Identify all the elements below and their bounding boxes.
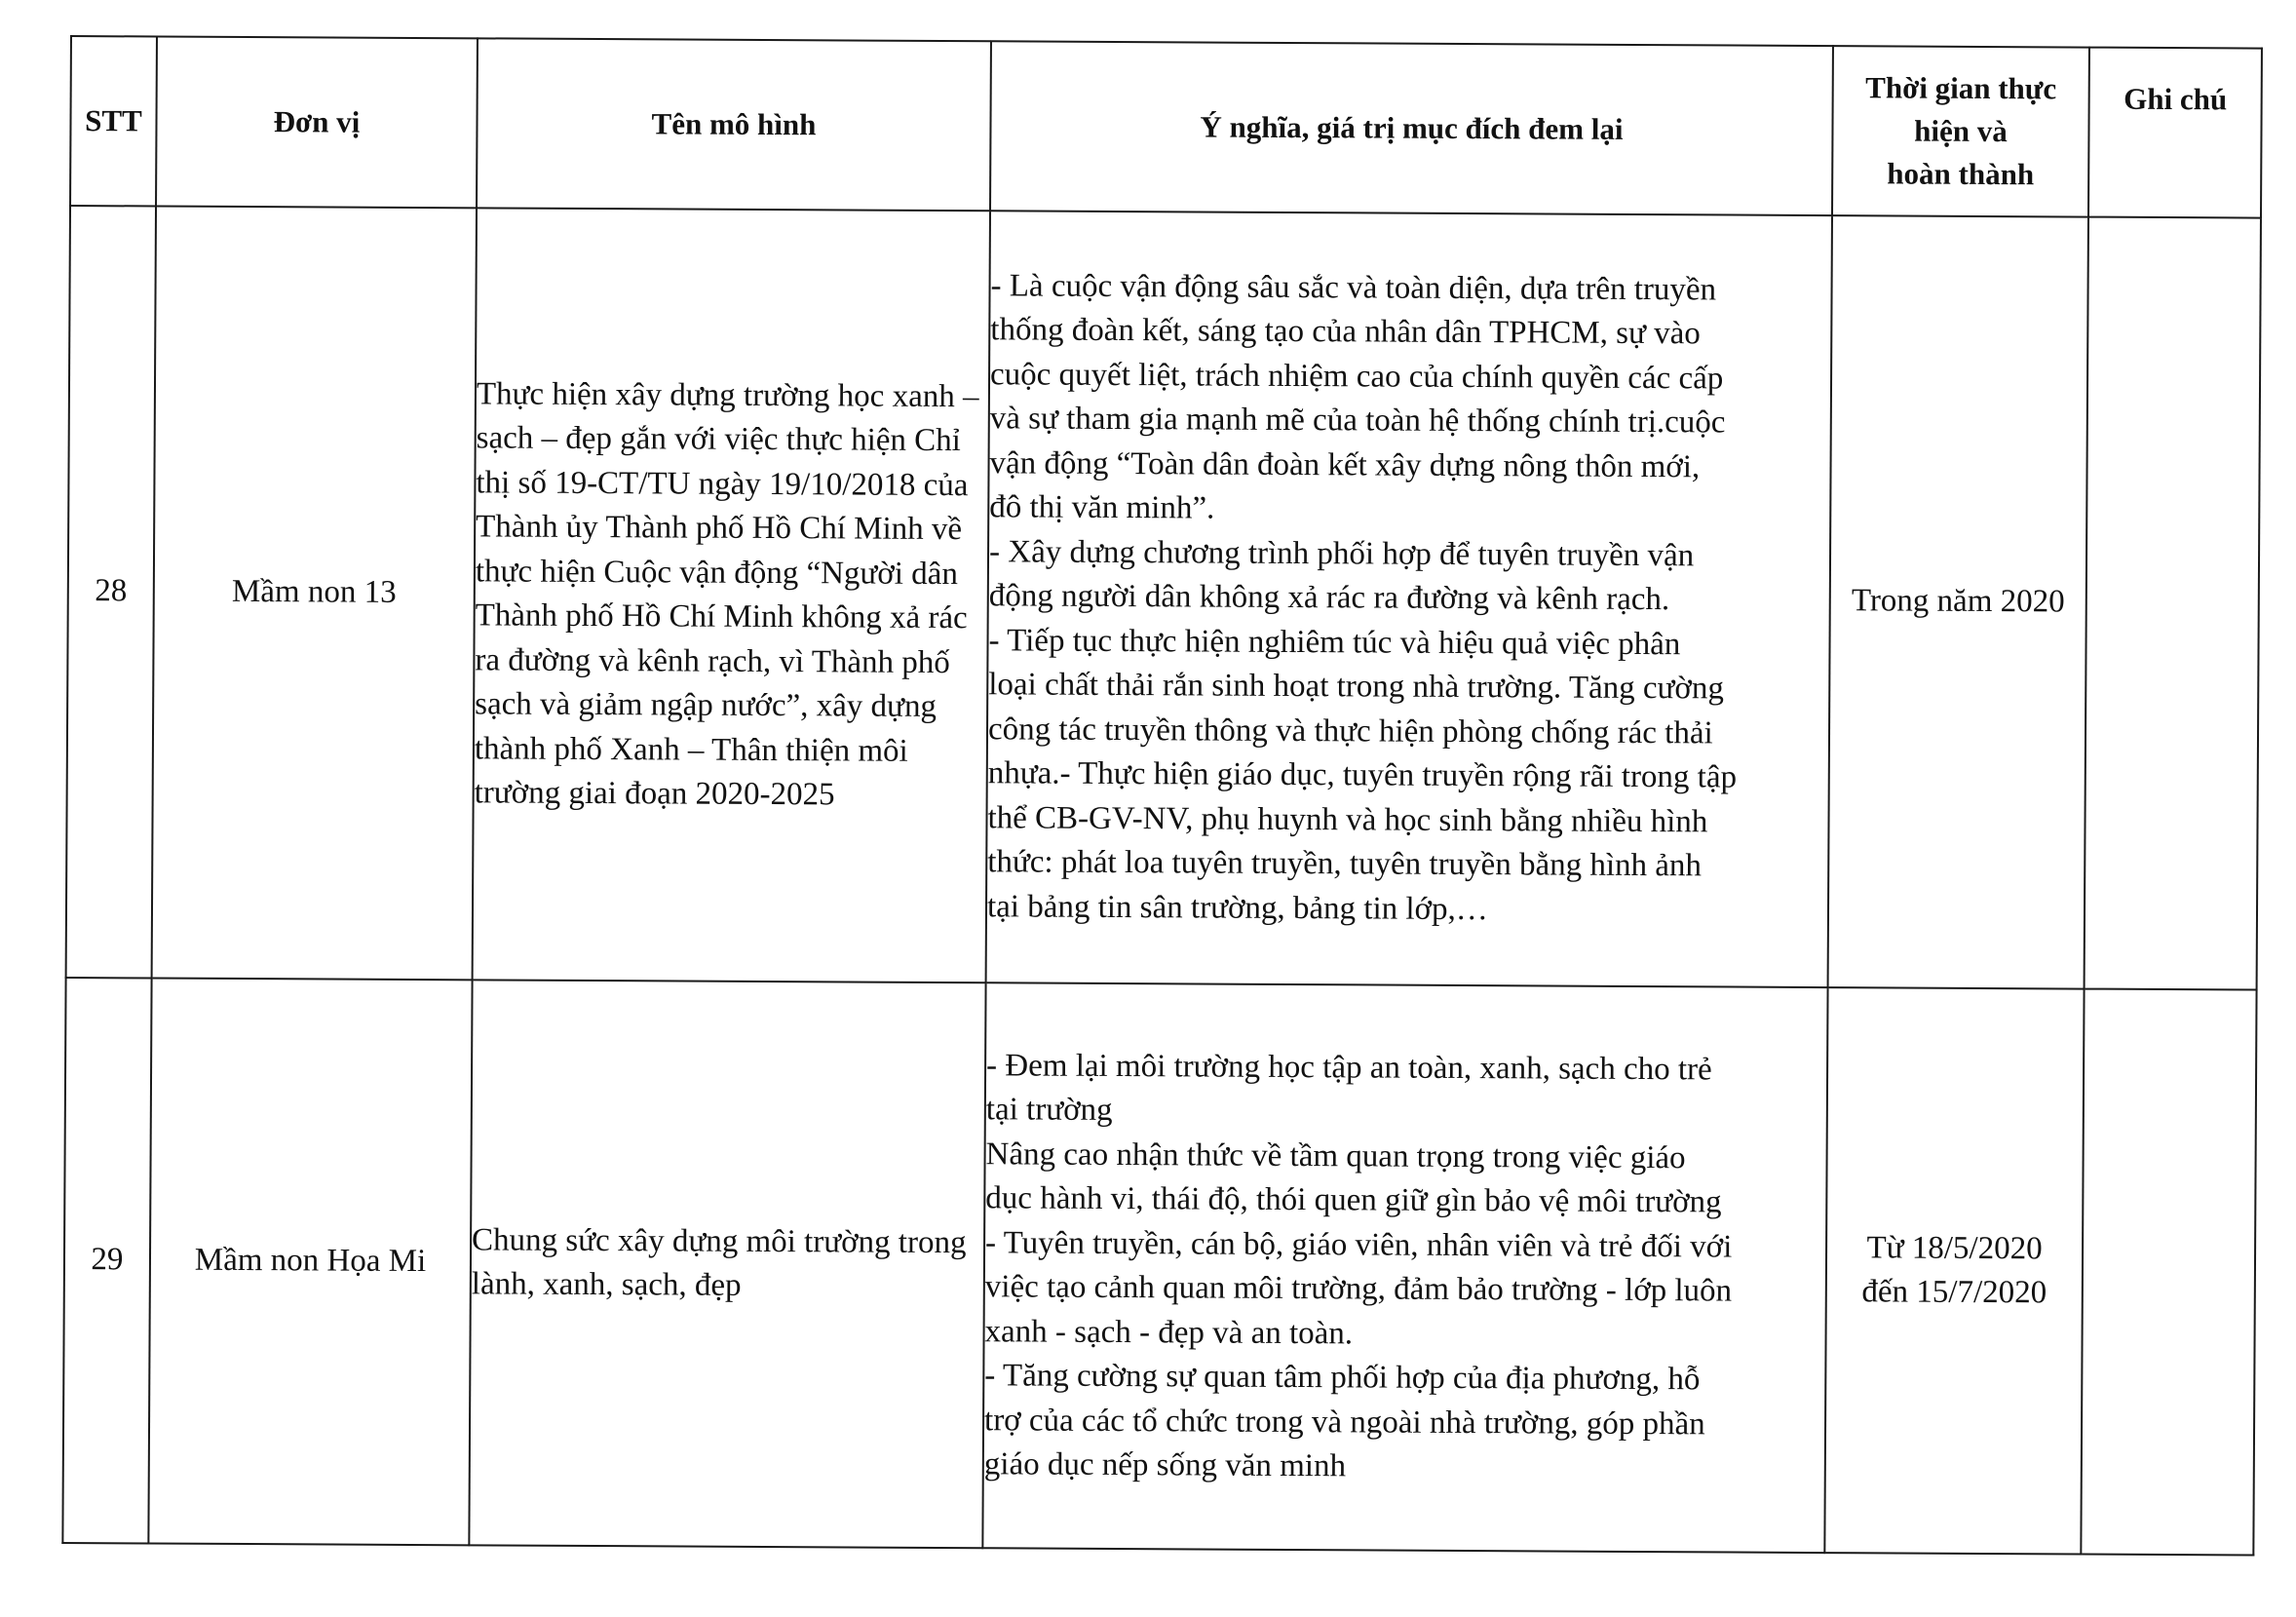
meaning-line: trợ của các tổ chức trong và ngoài nhà trường, góp phần [983, 1402, 1705, 1442]
cell-stt: 29 [62, 978, 151, 1543]
table-header-row [70, 36, 2262, 218]
meaning-line: - Đem lại môi trường học tập an toàn, xanh, sạch cho trẻ [986, 1047, 1712, 1087]
meaning-line: thống đoàn kết, sáng tạo của nhân dân TPHCM, sự vào [990, 312, 1701, 352]
header-thoi-gian-line: hoàn thành [1887, 156, 2035, 192]
cell-ghi-chu [2085, 217, 2261, 990]
meaning-line: dục hành vi, thái độ, thói quen giữ gìn bảo vệ môi trường [985, 1180, 1722, 1220]
models-table [61, 35, 2263, 1557]
meaning-line: tại bảng tin sân trường, bảng tin lớp,… [986, 889, 1488, 927]
header-ghi-chu: Ghi chú [2088, 48, 2262, 218]
cell-thoi-gian [1824, 987, 2084, 1554]
cell-ghi-chu [2081, 989, 2256, 1556]
table-row [62, 978, 2256, 1556]
meaning-line: - Tiếp tục thực hiện nghiêm túc và hiệu quả việc phân [988, 623, 1681, 662]
meaning-line: và sự tham gia mạnh mẽ của toàn hệ thống chính trị.cuộc [989, 401, 1726, 441]
time-line: đến 15/7/2020 [1861, 1274, 2047, 1311]
header-ten-mo-hinh: Tên mô hình [477, 38, 991, 211]
table-row [66, 206, 2261, 990]
cell-thoi-gian: Trong năm 2020 [1828, 215, 2088, 988]
meaning-line: nhựa.- Thực hiện giáo dục, tuyên truyền rộng rãi trong tập [987, 755, 1738, 795]
header-thoi-gian-line: hiện và [1914, 113, 2008, 149]
cell-y-nghia [982, 982, 1827, 1553]
meaning-line: cuộc quyết liệt, trách nhiệm cao của chính quyền các cấp [989, 357, 1724, 397]
meaning-line: đô thị văn minh”. [989, 489, 1215, 526]
header-thoi-gian [1832, 46, 2089, 216]
meaning-line: thức: phát loa tuyên truyền, tuyên truyền bằng hình ảnh [987, 844, 1703, 884]
meaning-line: - Xây dựng chương trình phối hợp để tuyên truyền vận [988, 534, 1695, 574]
meaning-line: công tác truyền thông và thực hiện phòng chống rác thải [987, 712, 1713, 751]
cell-y-nghia [986, 211, 1832, 987]
meaning-line: động người dân không xả rác ra đường và kênh rạch. [988, 578, 1670, 618]
meaning-line: việc tạo cảnh quan môi trường, đảm bảo trường - lớp luôn [984, 1269, 1733, 1309]
cell-don-vi: Mầm non Họa Mi [148, 978, 472, 1545]
meaning-line: - Tăng cường sự quan tâm phối hợp của địa phương, hỗ [984, 1358, 1701, 1398]
cell-don-vi: Mầm non 13 [152, 206, 477, 980]
header-y-nghia: Ý nghĩa, giá trị mục đích đem lại [990, 41, 1833, 215]
cell-stt: 28 [66, 206, 156, 978]
meaning-line: tại trường [985, 1092, 1113, 1128]
meaning-line: xanh - sạch - đẹp và an toàn. [984, 1313, 1354, 1351]
cell-ten-mo-hinh: Thực hiện xây dựng trường học xanh – sạch – đẹp gắn với việc thực hiện Chỉ thị số 19-CT/TU ngày 19/10/2018 của Thành ủy Thành phố Hồ Chí Minh về thực hiện Cuộc vận động “Người dân Thành phố Hồ Chí Minh không xả rác ra đường và kênh rạch, vì Thành phố sạch và giảm ngập nước”, xây dựng thành phố Xanh – Thân thiện môi trường giai đoạn 2020-2025 [473, 208, 990, 982]
meaning-line: - Là cuộc vận động sâu sắc và toàn diện, dựa trên truyền [990, 268, 1717, 308]
header-stt: STT [70, 36, 157, 206]
meaning-line: thể CB-GV-NV, phụ huynh và học sinh bằng nhiều hình [987, 800, 1708, 840]
header-don-vi: Đơn vị [156, 36, 478, 208]
meaning-line: Nâng cao nhận thức về tầm quan trọng trong việc giáo [985, 1136, 1686, 1175]
cell-ten-mo-hinh: Chung sức xây dựng môi trường trong lành, xanh, sạch, đẹp [469, 980, 985, 1548]
header-thoi-gian-line: Thời gian thực [1865, 70, 2057, 106]
meaning-line: vận động “Toàn dân đoàn kết xây dựng nông thôn mới, [989, 445, 1701, 485]
time-line: Từ 18/5/2020 [1866, 1229, 2043, 1266]
meaning-line: - Tuyên truyền, cán bộ, giáo viên, nhân viên và trẻ đối với [984, 1224, 1733, 1265]
meaning-line: giáo dục nếp sống văn minh [983, 1446, 1347, 1484]
meaning-line: loại chất thải rắn sinh hoạt trong nhà trường. Tăng cường [988, 667, 1725, 707]
